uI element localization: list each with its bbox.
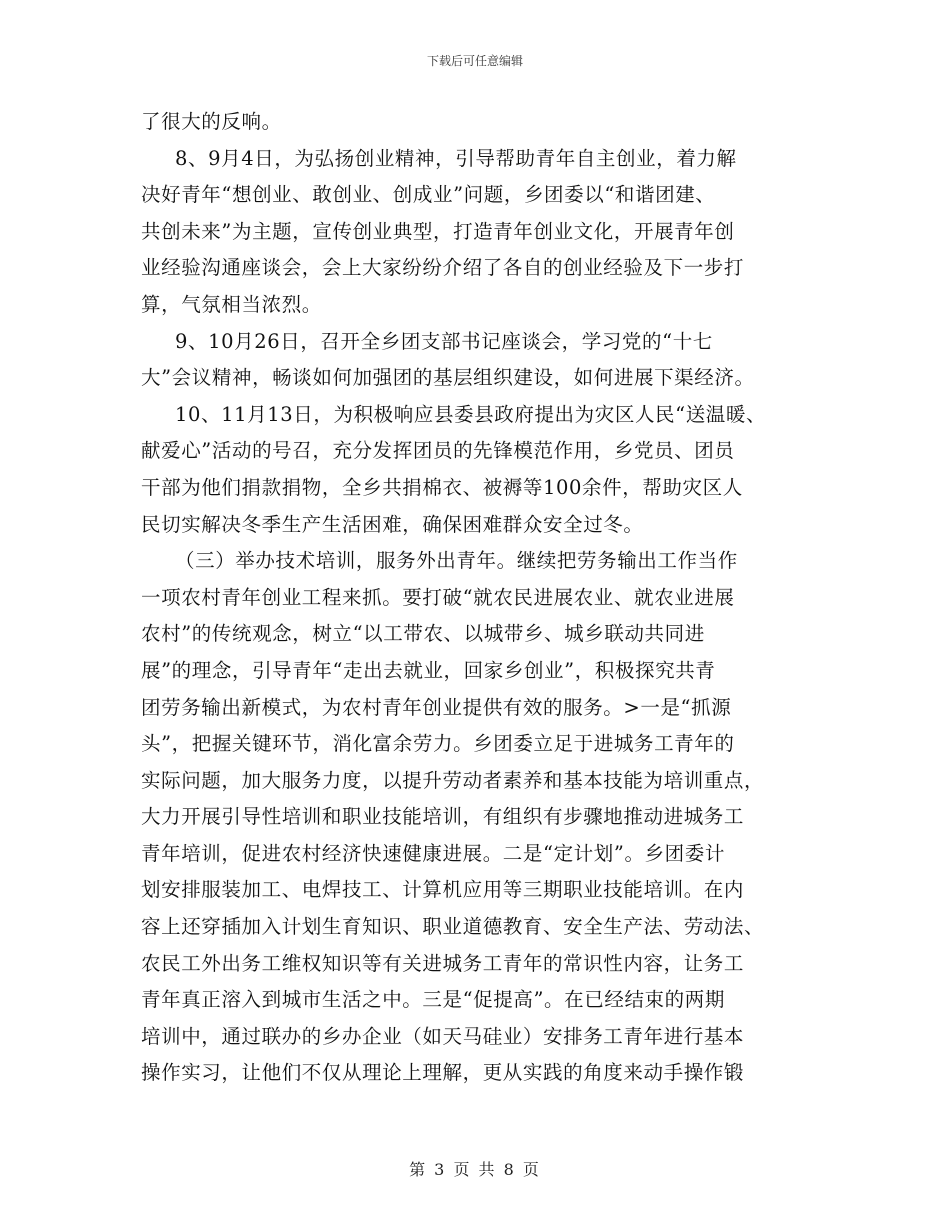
text-line: 农民工外出务工维权知识等有关进城务工青年的常识性内容，让务工 bbox=[141, 951, 745, 975]
document-body bbox=[141, 104, 831, 1092]
text-line: 共创未来”为主题，宣传创业典型，打造青年创业文化，开展青年创 bbox=[141, 219, 735, 243]
text-line: 大”会议精神，畅谈如何加强团的基层组织建设，如何进展下渠经济。 bbox=[141, 366, 755, 390]
text-line: 8、9月4日，为弘扬创业精神，引导帮助青年自主创业，着力解 bbox=[175, 146, 737, 170]
text-line: 献爱心”活动的号召，充分发挥团员的先锋模范作用，乡党员、团员 bbox=[141, 439, 735, 463]
text-line: 容上还穿插加入计划生育知识、职业道德教育、安全生产法、劳动法、 bbox=[141, 915, 765, 939]
text-line: 实际问题，加大服务力度，以提升劳动者素养和基本技能为培训重点， bbox=[141, 768, 765, 792]
text-line: 了很大的反响。 bbox=[141, 110, 282, 133]
text-line: 10、11月13日，为积极响应县委县政府提出为灾区人民“送温暖、 bbox=[175, 402, 767, 426]
text-line: 团劳务输出新模式，为农村青年创业提供有效的服务。>一是“抓源 bbox=[141, 695, 732, 719]
text-line: 干部为他们捐款捐物，全乡共捐棉衣、被褥等100余件，帮助灾区人 bbox=[141, 475, 743, 499]
page-number-footer: 第 3 页 共 8 页 bbox=[409, 1160, 541, 1179]
text-line: 大力开展引导性培训和职业技能培训，有组织有步骤地推动进城务工 bbox=[141, 805, 745, 829]
text-line: 农村”的传统观念，树立“以工带农、以城带乡、城乡联动共同进 bbox=[141, 622, 705, 646]
text-line: 业经验沟通座谈会，会上大家纷纷介绍了各自的创业经验及下一步打 bbox=[141, 256, 745, 280]
text-line: 一项农村青年创业工程来抓。要打破“就农民进展农业、就农业进展 bbox=[141, 585, 735, 609]
text-line: 决好青年“想创业、敢创业、创成业”问题，乡团委以“和谐团建、 bbox=[141, 183, 716, 207]
page-header: 下载后可任意编辑 bbox=[426, 54, 523, 68]
text-line: 头”，把握关键环节，消化富余劳力。乡团委立足于进城务工青年的 bbox=[141, 732, 735, 756]
text-line: 展”的理念，引导青年“走出去就业，回家乡创业”，积极探究共青 bbox=[141, 658, 716, 682]
text-line: 青年真正溶入到城市生活之中。三是“促提高”。在已经结束的两期 bbox=[141, 988, 725, 1012]
text-line: 操作实习，让他们不仅从理论上理解，更从实践的角度来动手操作锻 bbox=[141, 1061, 745, 1085]
text-line: 培训中，通过联办的乡办企业（如天马硅业）安排务工青年进行基本 bbox=[141, 1024, 745, 1048]
text-line: 划安排服装加工、电焊技工、计算机应用等三期职业技能培训。在内 bbox=[141, 878, 745, 902]
text-line: 算，气氛相当浓烈。 bbox=[141, 292, 322, 316]
text-line: 9、10月26日，召开全乡团支部书记座谈会，学习党的“十七 bbox=[175, 329, 713, 353]
text-line: 民切实解决冬季生产生活困难，确保困难群众安全过冬。 bbox=[141, 512, 644, 536]
text-line: 青年培训，促进农村经济快速健康进展。二是“定计划”。乡团委计 bbox=[141, 841, 725, 865]
text-line: （三）举办技术培训，服务外出青年。继续把劳务输出工作当作 bbox=[175, 549, 738, 573]
